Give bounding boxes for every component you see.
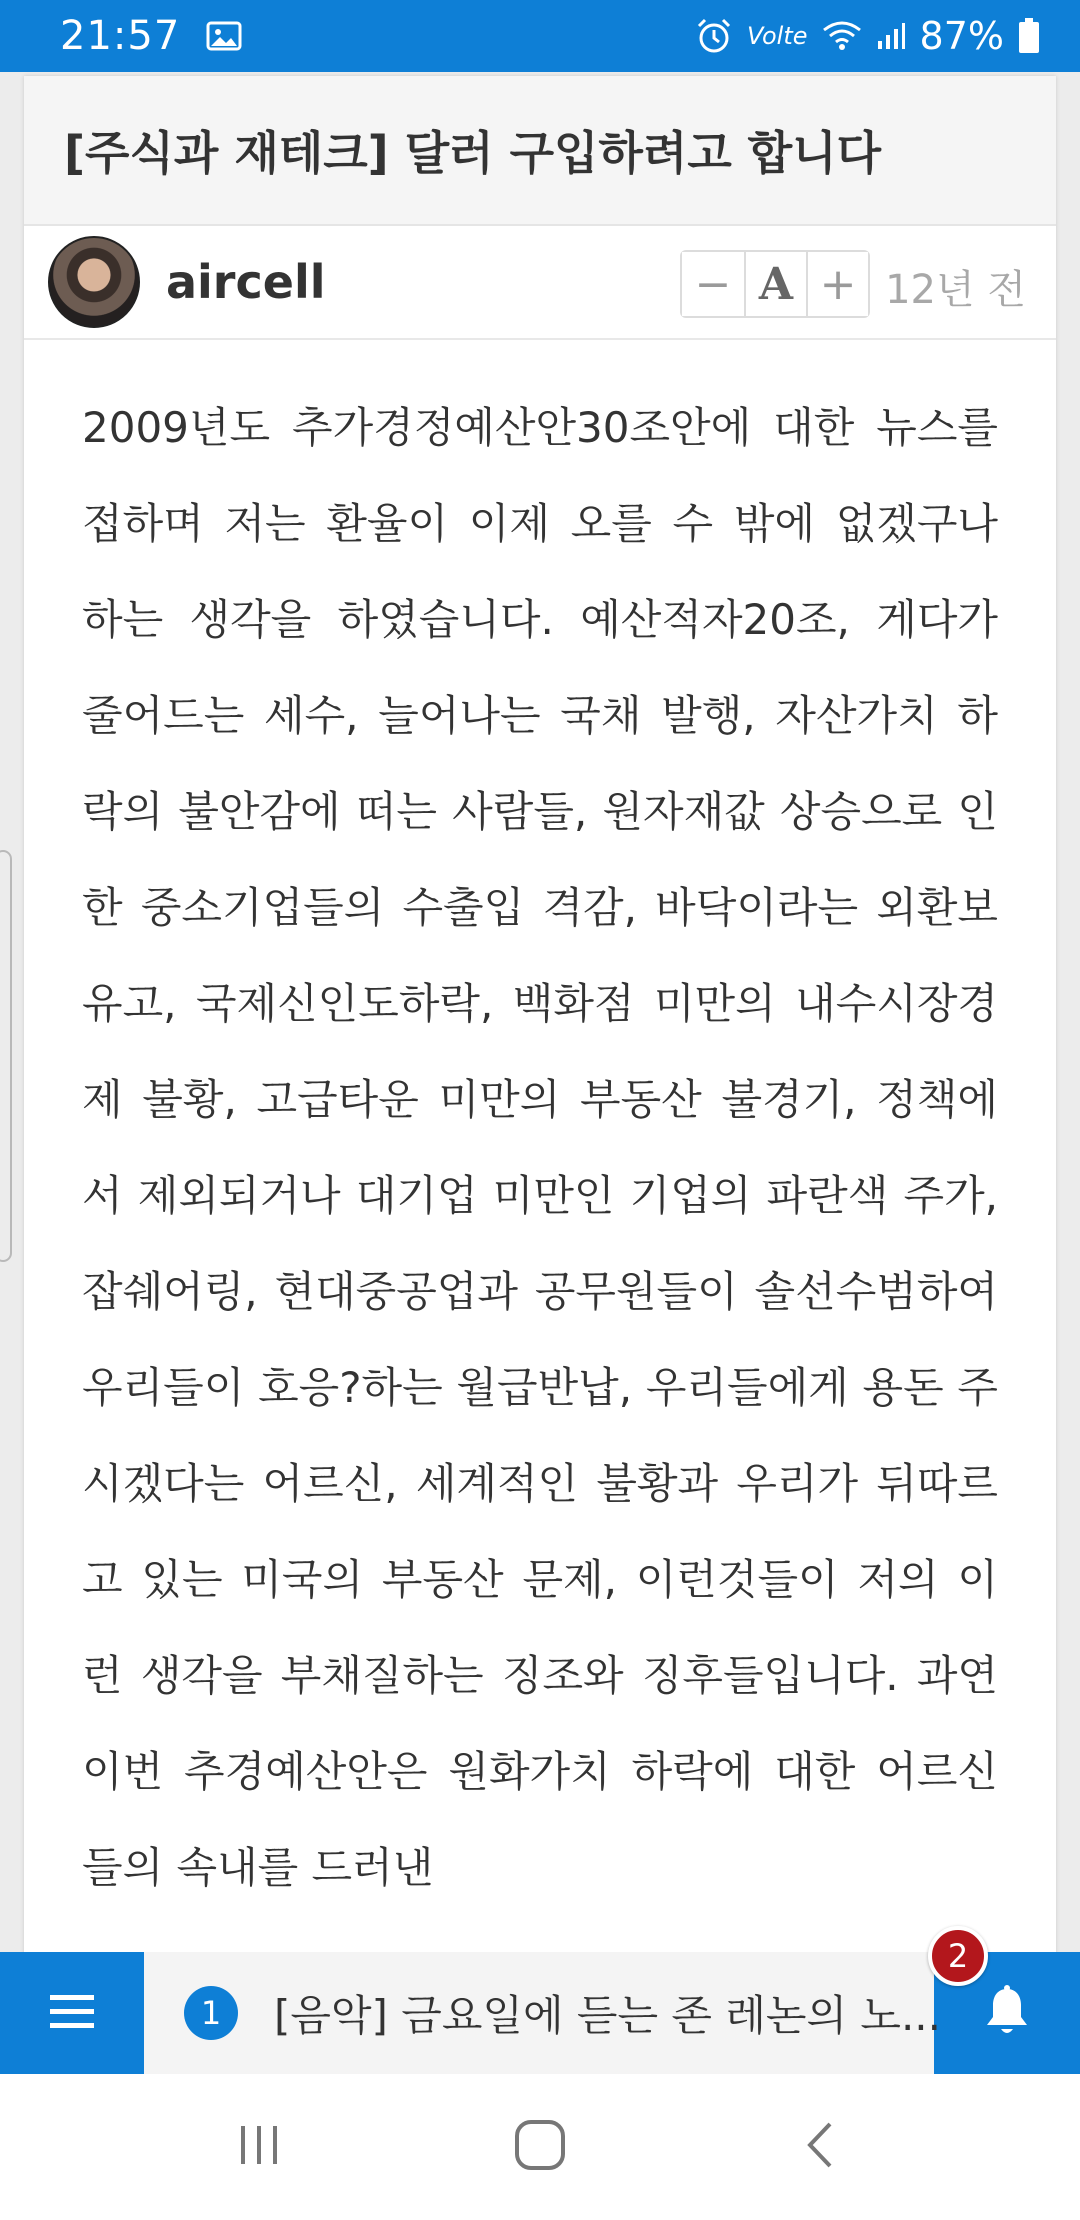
- back-button[interactable]: [760, 2097, 880, 2197]
- bell-icon: [984, 1985, 1030, 2041]
- notice-ticker[interactable]: [144, 1952, 942, 2074]
- font-reset-button[interactable]: A: [744, 252, 806, 316]
- wifi-icon: [822, 20, 862, 52]
- recent-apps-button[interactable]: [200, 2097, 320, 2197]
- signal-icon: [876, 21, 906, 51]
- notice-text[interactable]: [음악] 금요일에 듣는 존 레논의 노...: [274, 1991, 942, 2040]
- status-left: [60, 13, 242, 59]
- post-card: [24, 76, 1056, 1956]
- system-nav-bar: [0, 2074, 1080, 2220]
- gallery-icon: [206, 21, 242, 51]
- post-body-text: 2009년도 추가경정예산안30조안에 대한 뉴스를 접하며 저는 환율이 이제 오를 수 밖에 없겠구나 하는 생각을 하였습니다. 예산적자20조, 게다가 줄어드는 세수, 늘어나는 국채 발행, 자산가치 하락의 불안감에 떠는 사람들, 원자재값 상승으로 인한 중소기업들의 수출입 격감, 바닥이라는 외환보유고, 국제신인도하락, 백화점 미만의 내수시장경제 불황, 고급타운 미만의 부동산 불경기, 정책에서 제외되거나 대기업 미만인 기업의 파란색 주가, 잡쉐어링, 현대중공업과 공무원들이 솔선수범하여 우리들이 호응?하는 월급반납, 우리들에게 용돈 주시겠다는 어르신, 세계적인 불황과 우리가 뒤따르고 있는 미국의 부동산 문제, 이런것들이 저의 이런 생각을 부채질하는 징조와 징후들입니다. 과연 이번 추경예산안은 원화가치 하락에 대한 어르신들의 속내를 드러낸: [82, 403, 998, 1892]
- font-size-controls: [680, 250, 870, 318]
- status-bar: [0, 0, 1080, 72]
- author-row: [24, 226, 1056, 340]
- post-body: [24, 340, 1056, 1892]
- post-header: [24, 76, 1056, 226]
- status-time: 21:57: [60, 13, 181, 59]
- hamburger-icon: [48, 1991, 96, 2035]
- battery-percent: 87%: [919, 14, 1004, 58]
- author-name[interactable]: aircell: [166, 255, 326, 309]
- avatar[interactable]: [48, 236, 140, 328]
- notice-number: 1: [184, 1986, 238, 2040]
- font-increase-button[interactable]: +: [806, 252, 868, 316]
- battery-icon: [1018, 18, 1040, 54]
- back-icon: [800, 2118, 840, 2176]
- home-button[interactable]: [480, 2097, 600, 2197]
- post-time: 12년 전: [885, 267, 1026, 313]
- alarm-icon: [695, 17, 733, 55]
- volte-icon: [747, 22, 808, 50]
- font-decrease-button[interactable]: −: [682, 252, 744, 316]
- home-icon: [513, 2118, 567, 2176]
- recent-apps-icon: [235, 2120, 285, 2174]
- post-title: [주식과 재테크] 달러 구입하려고 합니다: [64, 126, 882, 180]
- notification-badge: 2: [928, 1926, 988, 1986]
- volte-label: Volte: [746, 22, 808, 50]
- status-right: [695, 14, 1040, 58]
- bottom-app-bar: [0, 1952, 1080, 2074]
- edge-panel-handle[interactable]: [0, 850, 12, 1262]
- menu-button[interactable]: [0, 1952, 144, 2074]
